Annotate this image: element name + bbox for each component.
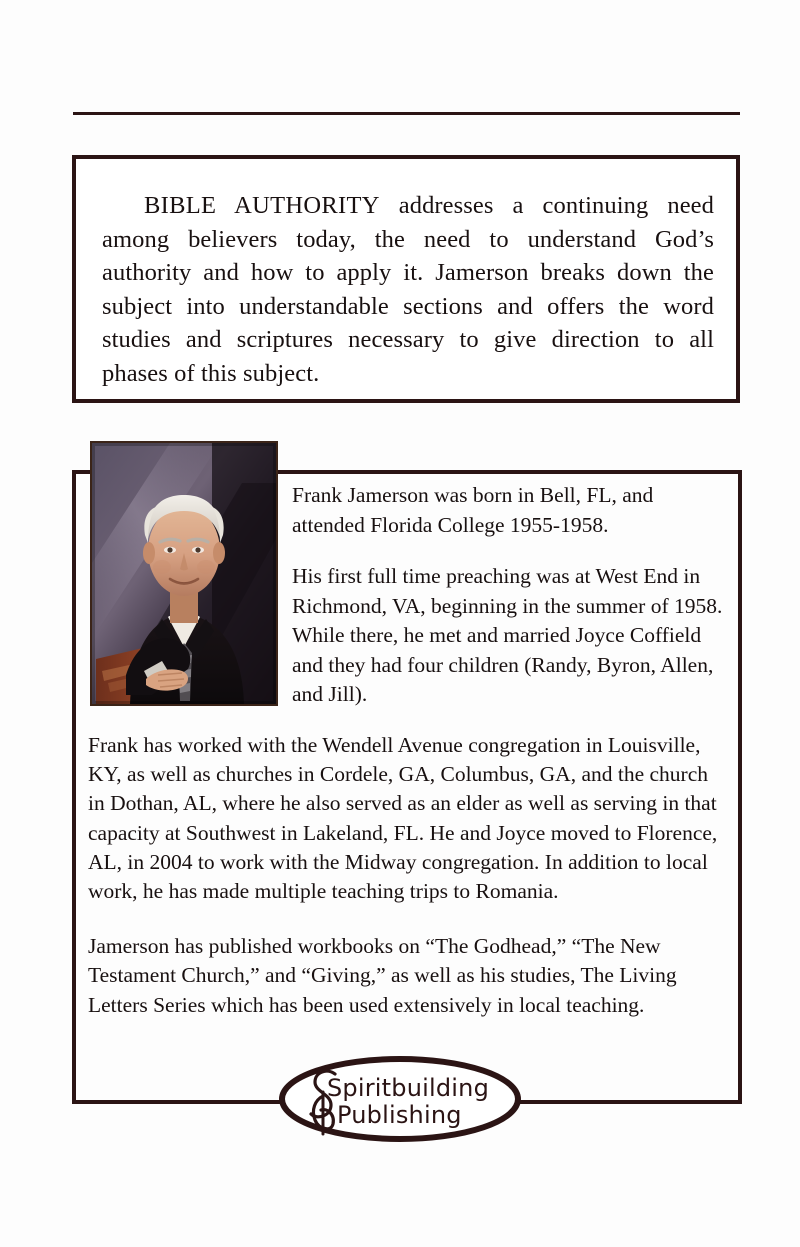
- bio-paragraph-3: Frank has worked with the Wendell Avenue congregation in Louisville, KY, as well as churches in Cordele, GA, Columbus, GA, and the church in Dothan, AL, where he also served as an elder as well as serving in that capacity at Southwest in Lakeland, FL. He and Joyce moved to Florence, AL, in 2004 to work with the Midway congregation. In addition to local work, he has made multiple teaching trips to Romania.: [88, 733, 718, 904]
- author-bio-lower-text: [88, 731, 726, 1020]
- bio-paragraph-1: Frank Jamerson was born in Bell, FL, and attended Florida College 1955-1958.: [292, 483, 654, 537]
- author-portrait-photo: [90, 441, 278, 706]
- book-title-mention: BIBLE AUTHORITY: [144, 192, 380, 219]
- bio-paragraph-4: Jamerson has published workbooks on “The Godhead,” “The New Testament Church,” and “Giving,” as well as his studies, The Living Letters Series which has been used extensively in local teaching.: [88, 934, 677, 1017]
- author-bio-upper-text: [292, 481, 724, 710]
- bio-paragraph-2: His first full time preaching was at West End in Richmond, VA, beginning in the summer of 1958. While there, he met and married Joyce Coffield and they had four children (Randy, Byron, Allen, and Jill).: [292, 564, 723, 706]
- book-description-body: addresses a continuing need among believers today, the need to understand God’s authority and how to apply it. Jamerson breaks down the subject into understandable sections and offers the word studies and scriptures necessary to give direction to all phases of this subject.: [102, 192, 714, 387]
- publisher-logo-line-1-text: Spiritbuilding: [327, 1074, 490, 1102]
- publisher-logo: [279, 1056, 521, 1142]
- book-description-text: [102, 189, 714, 390]
- top-divider-rule: [73, 112, 740, 115]
- book-description-box: [72, 155, 740, 403]
- publisher-logo-line-2-text: Publishing: [337, 1101, 462, 1129]
